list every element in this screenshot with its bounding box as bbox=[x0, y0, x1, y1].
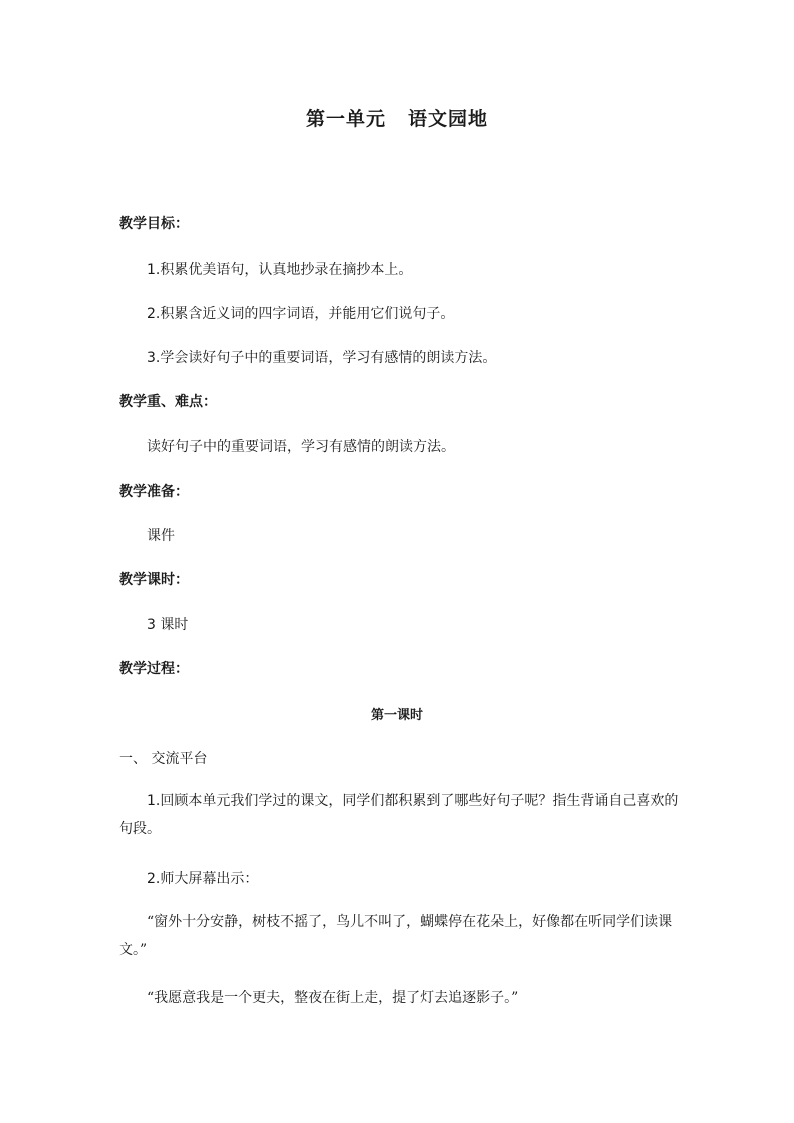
preparation-text: 课件 bbox=[147, 528, 175, 544]
objective-item-2: 2.积累含近义词的四字词语，并能用它们说句子。 bbox=[147, 306, 455, 322]
title-topic: 语文园地 bbox=[408, 108, 489, 130]
quote-2-paragraph: “我愿意我是一个更夫，整夜在街上走，提了灯去追逐影子。” bbox=[147, 990, 519, 1006]
lesson-title: 第一课时 bbox=[370, 708, 423, 723]
hours-text: 3 课时 bbox=[147, 617, 189, 633]
page-title bbox=[0, 104, 794, 131]
key-points-text: 读好句子中的重要词语，学习有感情的朗读方法。 bbox=[147, 439, 455, 455]
step-2-line: 2.师大屏幕出示： bbox=[147, 871, 259, 887]
step-1-paragraph: 1.回顾本单元我们学过的课文，同学们都积累到了哪些好句子呢？指生背诵自己喜欢的句段。 bbox=[119, 793, 679, 837]
title-unit: 第一单元 bbox=[305, 108, 386, 130]
key-points-heading: 教学重、难点： bbox=[119, 394, 217, 410]
objective-item-3: 3.学会读好句子中的重要词语，学习有感情的朗读方法。 bbox=[147, 350, 497, 366]
objective-item-1: 1.积累优美语句，认真地抄录在摘抄本上。 bbox=[147, 262, 413, 278]
section-exchange-platform: 一、 交流平台 bbox=[119, 751, 208, 767]
quote-1-paragraph: “窗外十分安静，树枝不摇了，鸟儿不叫了，蝴蝶停在花朵上，好像都在听同学们读课文。” bbox=[119, 914, 673, 958]
preparation-heading: 教学准备： bbox=[119, 484, 189, 500]
hours-heading: 教学课时： bbox=[119, 572, 189, 588]
objectives-heading: 教学目标： bbox=[119, 216, 189, 232]
process-heading: 教学过程： bbox=[119, 661, 189, 677]
